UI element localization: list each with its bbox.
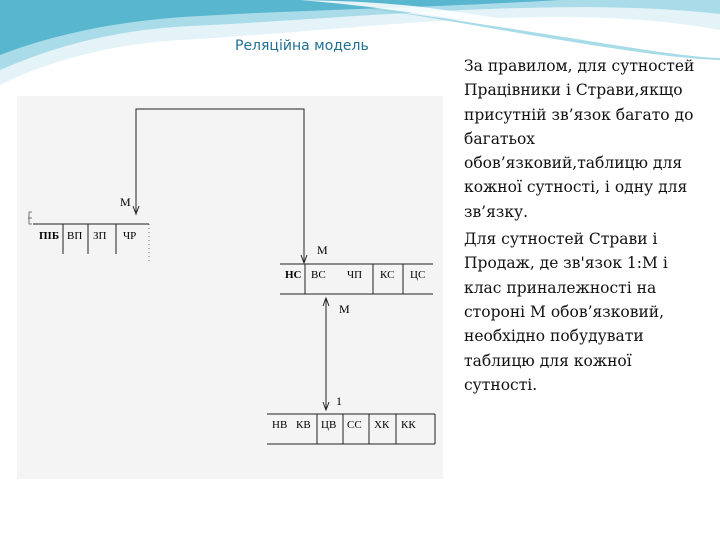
col-ks: КС (380, 269, 395, 281)
col-kk: КК (401, 419, 416, 431)
col-hk: ХК (374, 419, 390, 431)
col-chr: ЧР (123, 230, 137, 242)
col-cv: ЦВ (321, 419, 337, 431)
col-kv: КВ (296, 419, 311, 431)
col-vs: ВС (311, 269, 326, 281)
label-m-link: М (339, 302, 350, 316)
paragraph-many-to-many: За правилом, для сутностей Працівники і Страви,якщо присутній зв’язок багато до багатьох обов’язковий,таблицю для кожної сутності, і одну для зв’язку. (464, 57, 695, 221)
col-ns: НС (285, 269, 302, 281)
label-one-link: 1 (336, 394, 342, 408)
slide-body (464, 54, 700, 400)
col-pib: ПІБ (39, 230, 60, 242)
label-m-dishes: М (317, 243, 328, 257)
col-vp: ВП (67, 230, 83, 242)
col-cs: ЦС (410, 269, 426, 281)
col-ss: СС (347, 419, 362, 431)
col-nv: НВ (272, 419, 288, 431)
relational-diagram (17, 96, 443, 479)
col-chp: ЧП (347, 269, 363, 281)
label-m-workers: М (120, 195, 131, 209)
paragraph-one-to-many: Для сутностей Страви і Продаж, де зв'язок 1:М і клас приналежності на стороні М обов’язковий, необхідно побудувати таблицю для кожної сутності. (464, 230, 668, 394)
col-zp: ЗП (93, 230, 107, 242)
slide-title: Реляційна модель (235, 38, 369, 54)
